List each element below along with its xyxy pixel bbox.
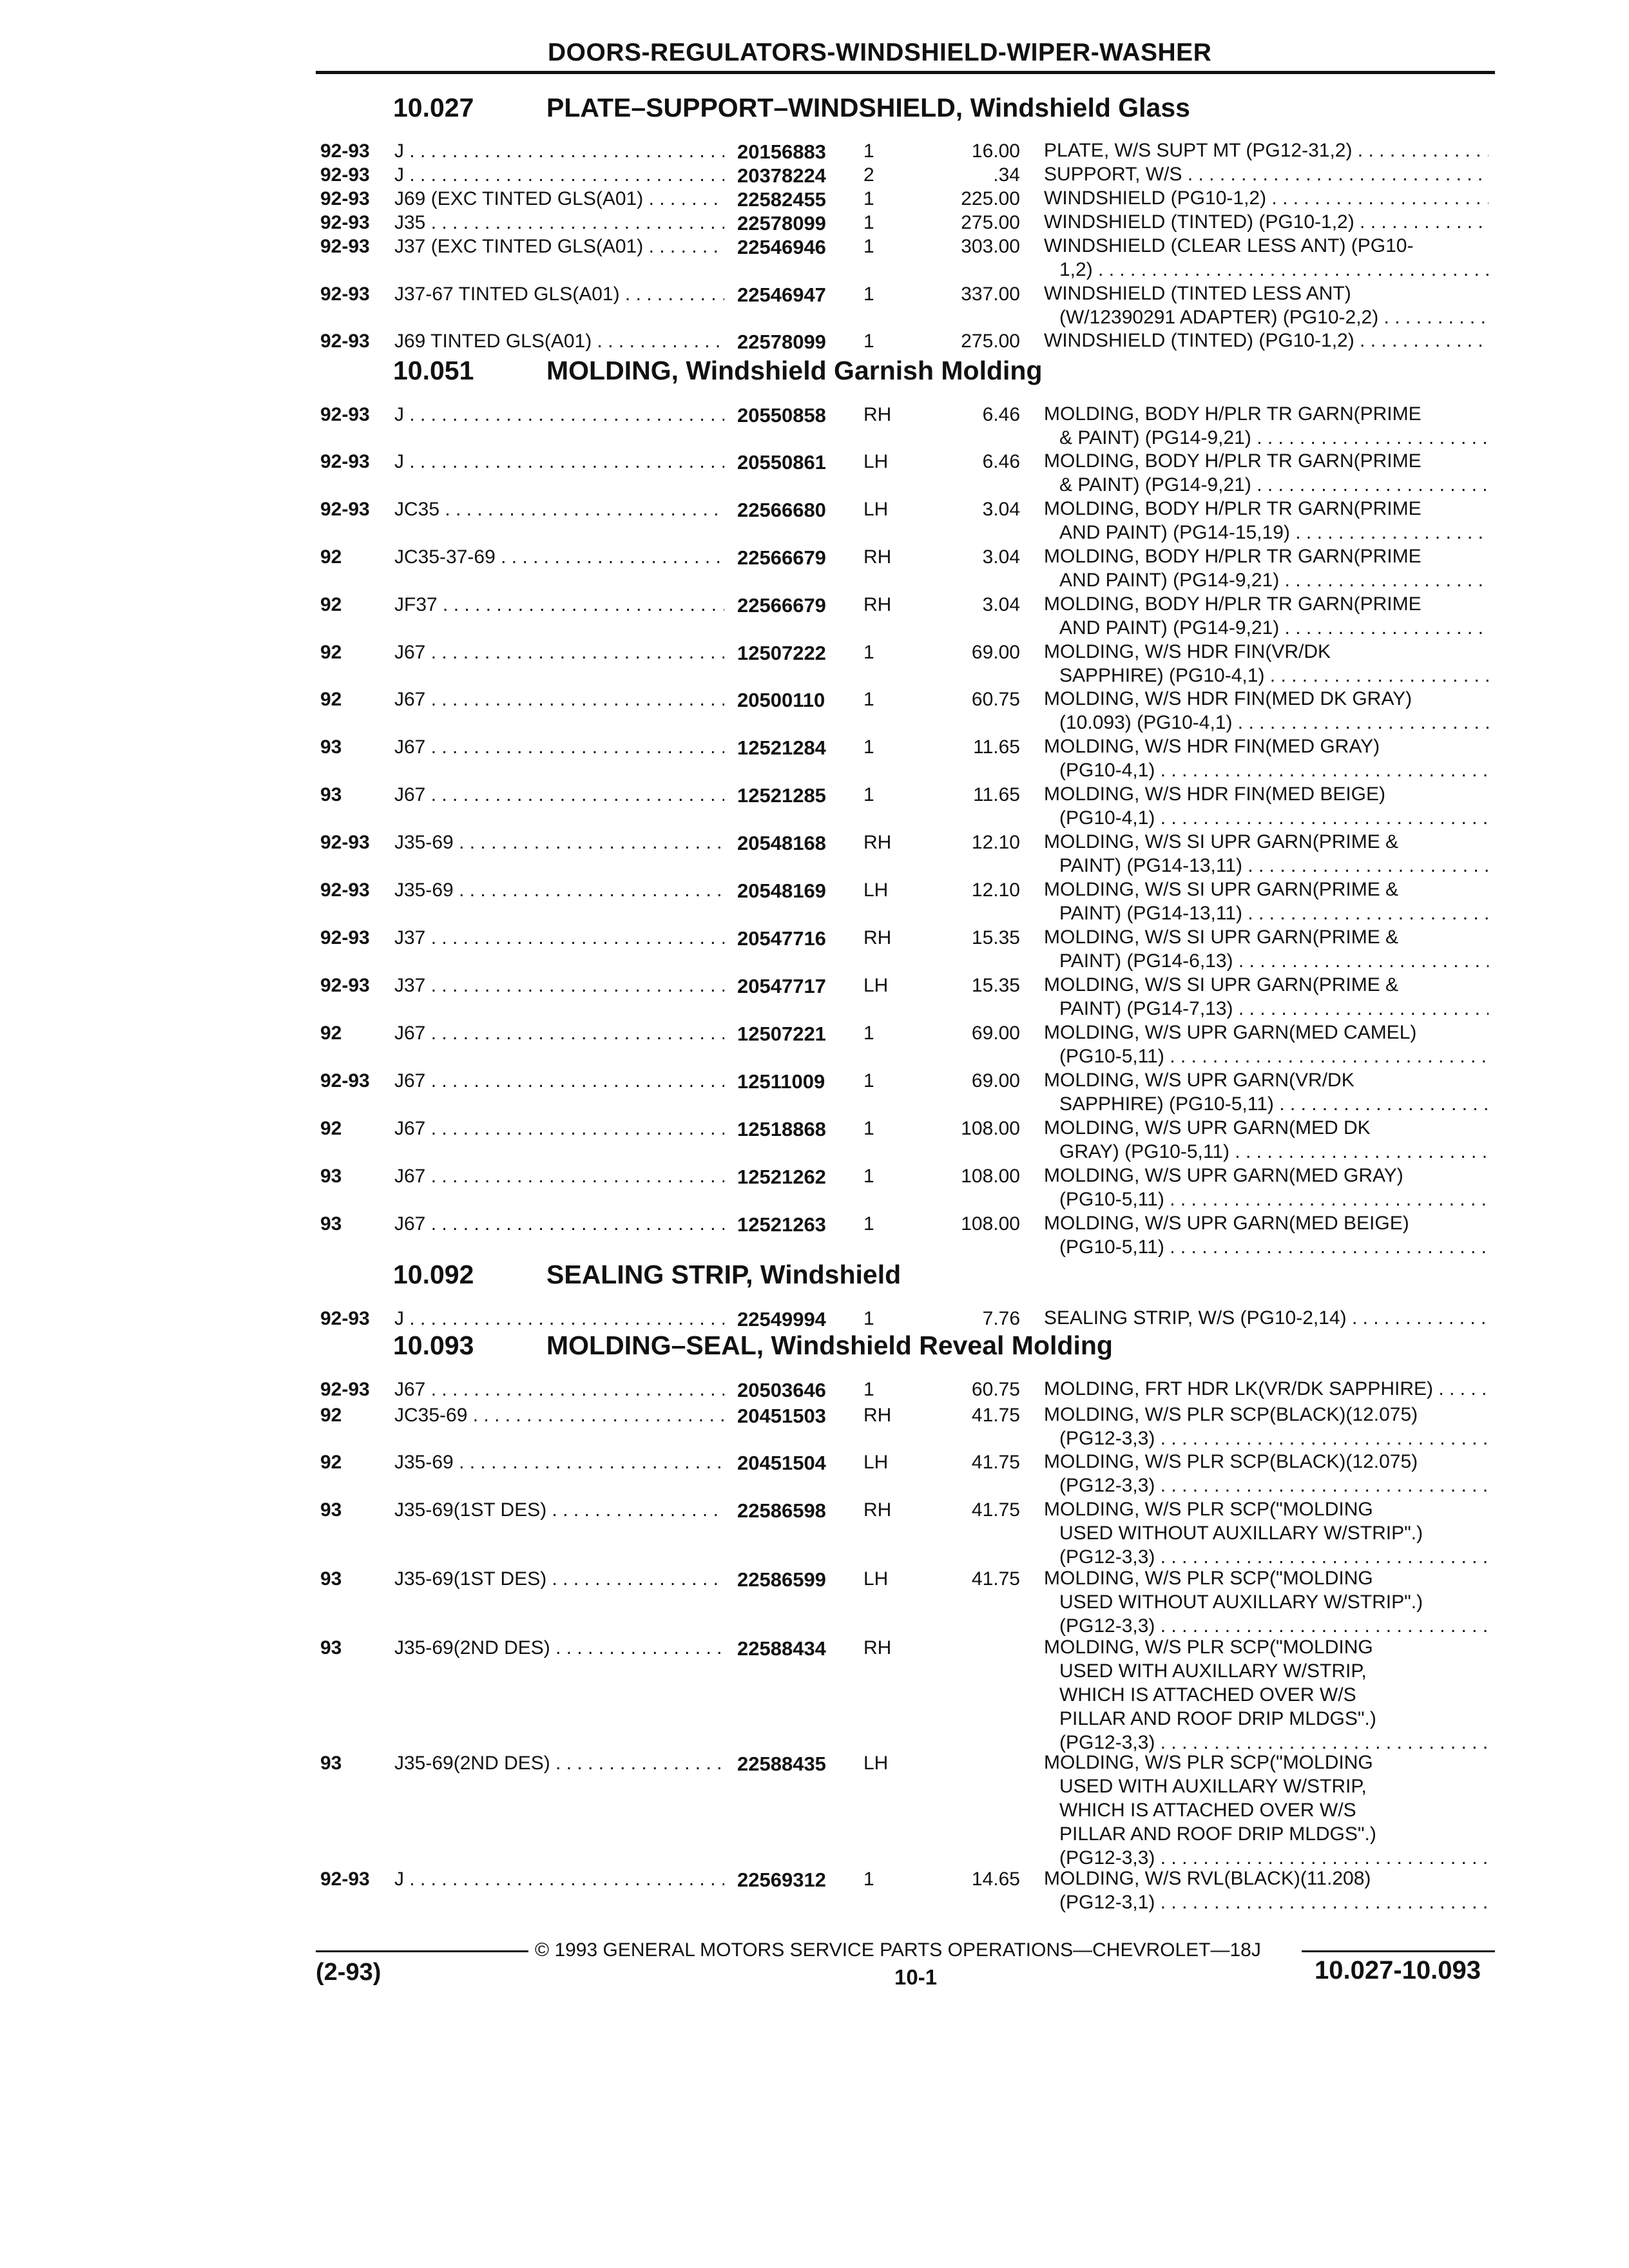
unit-price: 225.00 bbox=[961, 188, 1020, 209]
model-year: 92 bbox=[320, 689, 342, 710]
description-line: MOLDING, W/S HDR FIN(MED GRAY) bbox=[1044, 736, 1380, 757]
description-line: MOLDING, W/S PLR SCP(BLACK)(12.075) bbox=[1044, 1404, 1418, 1425]
body-style: J35-69 . . . bbox=[394, 1452, 724, 1474]
body-style: J69 TINTED GLS(A01) . . . bbox=[394, 331, 724, 352]
description-line: MOLDING, W/S PLR SCP(BLACK)(12.075) bbox=[1044, 1451, 1418, 1472]
part-description bbox=[1044, 925, 1489, 973]
body-style: J37 (EXC TINTED GLS(A01) . . . bbox=[394, 236, 724, 258]
page-number: 10-1 bbox=[894, 1965, 938, 1989]
unit-price: 16.00 bbox=[971, 140, 1020, 162]
part-number: 12521263 bbox=[737, 1213, 826, 1236]
description-line: PAINT) (PG14-13,11) . . . bbox=[1044, 854, 1489, 878]
unit-price: 41.75 bbox=[971, 1452, 1020, 1473]
part-number: 22586598 bbox=[737, 1499, 826, 1522]
unit-price: .34 bbox=[993, 164, 1020, 186]
unit-price: 108.00 bbox=[961, 1213, 1020, 1235]
section-title: SEALING STRIP, Windshield bbox=[546, 1260, 901, 1289]
quantity: LH bbox=[863, 451, 889, 472]
description-line: MOLDING, BODY H/PLR TR GARN(PRIME bbox=[1044, 498, 1422, 519]
part-number: 22586599 bbox=[737, 1568, 826, 1591]
quantity: LH bbox=[863, 1568, 889, 1590]
body-style: J35-69(2ND DES) . . . bbox=[394, 1753, 724, 1774]
unit-price: 275.00 bbox=[961, 331, 1020, 352]
quantity: RH bbox=[863, 1499, 892, 1521]
model-year: 92-93 bbox=[320, 1869, 370, 1890]
description-line: USED WITH AUXILLARY W/STRIP, bbox=[1059, 1660, 1367, 1682]
body-style: J35-69(2ND DES) . . . bbox=[394, 1637, 724, 1659]
unit-price: 275.00 bbox=[961, 212, 1020, 233]
description-line: MOLDING, W/S HDR FIN(MED BEIGE) bbox=[1044, 783, 1386, 805]
description-line: (PG12-3,3) . . . bbox=[1044, 1614, 1489, 1638]
description-line: (PG12-3,3) . . . bbox=[1044, 1731, 1489, 1754]
body-style: J37 . . . bbox=[394, 975, 724, 997]
unit-price: 7.76 bbox=[982, 1308, 1020, 1329]
part-number: 12521284 bbox=[737, 736, 826, 759]
part-number: 22566679 bbox=[737, 546, 826, 569]
description-line: PAINT) (PG14-7,13) . . . bbox=[1044, 997, 1489, 1021]
quantity: RH bbox=[863, 927, 892, 948]
part-description bbox=[1044, 735, 1489, 782]
unit-price: 6.46 bbox=[982, 451, 1020, 472]
part-number: 12507222 bbox=[737, 642, 826, 664]
description-line: MOLDING, W/S UPR GARN(MED CAMEL) bbox=[1044, 1022, 1417, 1043]
part-description bbox=[1044, 1211, 1489, 1259]
description-line: MOLDING, W/S UPR GARN(MED BEIGE) bbox=[1044, 1213, 1409, 1234]
part-number: 22566680 bbox=[737, 499, 826, 521]
quantity: RH bbox=[863, 1637, 892, 1658]
part-description bbox=[1044, 1306, 1489, 1330]
description-line: & PAINT) (PG14-9,21) . . . bbox=[1044, 473, 1489, 497]
section-code: 10.093 bbox=[393, 1331, 474, 1360]
body-style: JF37 . . . bbox=[394, 594, 724, 616]
model-year: 92 bbox=[320, 1405, 342, 1426]
description-line: MOLDING, W/S PLR SCP("MOLDING bbox=[1044, 1499, 1373, 1520]
part-description bbox=[1044, 830, 1489, 878]
model-year: 92-93 bbox=[320, 927, 370, 948]
part-description bbox=[1044, 1635, 1489, 1754]
part-number: 12511009 bbox=[737, 1070, 825, 1093]
body-style: J35 . . . bbox=[394, 212, 724, 234]
quantity: 1 bbox=[863, 1869, 874, 1890]
model-year: 92-93 bbox=[320, 1070, 370, 1091]
description-line: AND PAINT) (PG14-15,19) . . . bbox=[1044, 521, 1489, 544]
part-description bbox=[1044, 1403, 1489, 1450]
description-line: (PG10-4,1) . . . bbox=[1044, 806, 1489, 830]
part-number: 12518868 bbox=[737, 1118, 826, 1140]
unit-price: 12.10 bbox=[971, 832, 1020, 853]
quantity: 1 bbox=[863, 236, 874, 257]
quantity: LH bbox=[863, 499, 889, 520]
part-number: 22546947 bbox=[737, 284, 826, 306]
page-title: DOORS-REGULATORS-WINDSHIELD-WIPER-WASHER bbox=[548, 39, 1212, 66]
part-number: 20500110 bbox=[737, 689, 825, 711]
model-year: 92 bbox=[320, 1452, 342, 1473]
description-line: (PG12-3,3) . . . bbox=[1044, 1427, 1489, 1450]
unit-price: 108.00 bbox=[961, 1118, 1020, 1139]
description-line: (PG10-4,1) . . . bbox=[1044, 758, 1489, 782]
revision-date: (2-93) bbox=[316, 1959, 381, 1986]
unit-price: 15.35 bbox=[971, 927, 1020, 948]
body-style: J67 . . . bbox=[394, 1379, 724, 1401]
body-style: J . . . bbox=[394, 1308, 724, 1330]
model-year: 92 bbox=[320, 546, 342, 568]
title-rule bbox=[316, 71, 1495, 74]
unit-price: 11.65 bbox=[973, 736, 1020, 758]
description-line: GRAY) (PG10-5,11) . . . bbox=[1044, 1140, 1489, 1164]
description-line: (PG10-5,11) . . . bbox=[1044, 1235, 1489, 1259]
description-line: 1,2) . . . bbox=[1044, 258, 1489, 282]
description-line: MOLDING, W/S UPR GARN(MED GRAY) bbox=[1044, 1165, 1403, 1186]
quantity: 1 bbox=[863, 1070, 874, 1091]
unit-price: 69.00 bbox=[971, 1023, 1020, 1044]
part-number: 20451504 bbox=[737, 1452, 826, 1474]
part-number: 20451503 bbox=[737, 1405, 826, 1427]
part-description bbox=[1044, 592, 1489, 640]
description-line: (PG10-5,11) . . . bbox=[1044, 1187, 1489, 1211]
model-year: 92-93 bbox=[320, 140, 370, 162]
description-line: USED WITHOUT AUXILLARY W/STRIP".) bbox=[1059, 1523, 1423, 1544]
unit-price: 69.00 bbox=[971, 1070, 1020, 1091]
part-number: 12521262 bbox=[737, 1166, 826, 1188]
part-number: 20550858 bbox=[737, 404, 826, 427]
part-number: 22549994 bbox=[737, 1308, 826, 1331]
description-line: WHICH IS ATTACHED OVER W/S bbox=[1059, 1684, 1356, 1706]
footer-rule-right bbox=[1302, 1950, 1495, 1952]
body-style: J67 . . . bbox=[394, 784, 724, 806]
body-style: JC35 . . . bbox=[394, 499, 724, 521]
footer-rule-left bbox=[316, 1950, 528, 1952]
unit-price: 41.75 bbox=[971, 1405, 1020, 1426]
description-line: (PG12-3,3) . . . bbox=[1044, 1846, 1489, 1870]
description-line: SAPPHIRE) (PG10-4,1) . . . bbox=[1044, 664, 1489, 687]
unit-price: 6.46 bbox=[982, 404, 1020, 425]
model-year: 92-93 bbox=[320, 1379, 370, 1400]
body-style: J . . . bbox=[394, 140, 724, 162]
part-description bbox=[1044, 1164, 1489, 1211]
quantity: 1 bbox=[863, 1166, 874, 1187]
quantity: 1 bbox=[863, 1118, 874, 1139]
part-description bbox=[1044, 329, 1489, 352]
description-line: MOLDING, W/S SI UPR GARN(PRIME & bbox=[1044, 879, 1399, 900]
body-style: J67 . . . bbox=[394, 736, 724, 758]
body-style: J35-69(1ST DES) . . . bbox=[394, 1568, 724, 1590]
model-year: 92-93 bbox=[320, 832, 370, 853]
model-year: 92-93 bbox=[320, 236, 370, 257]
section-title: PLATE–SUPPORT–WINDSHIELD, Windshield Glass bbox=[546, 93, 1190, 122]
quantity: RH bbox=[863, 832, 892, 853]
unit-price: 3.04 bbox=[982, 499, 1020, 520]
part-description bbox=[1044, 1566, 1489, 1638]
description-line: WINDSHIELD (TINTED) (PG10-1,2) . . . bbox=[1044, 329, 1489, 352]
quantity: RH bbox=[863, 404, 892, 425]
unit-price: 69.00 bbox=[971, 642, 1020, 663]
body-style: J . . . bbox=[394, 404, 724, 426]
description-line: (PG10-5,11) . . . bbox=[1044, 1044, 1489, 1068]
model-year: 92 bbox=[320, 1118, 342, 1139]
body-style: J35-69 . . . bbox=[394, 832, 724, 854]
quantity: 1 bbox=[863, 188, 874, 209]
part-number: 22569312 bbox=[737, 1869, 826, 1891]
part-description bbox=[1044, 497, 1489, 544]
body-style: J67 . . . bbox=[394, 1070, 724, 1092]
description-line: (10.093) (PG10-4,1) . . . bbox=[1044, 711, 1489, 735]
model-year: 93 bbox=[320, 1753, 342, 1774]
part-number: 12507221 bbox=[737, 1023, 826, 1045]
unit-price: 3.04 bbox=[982, 594, 1020, 615]
description-line: SUPPORT, W/S . . . bbox=[1044, 162, 1489, 186]
description-line: (PG12-3,1) . . . bbox=[1044, 1890, 1489, 1914]
quantity: 1 bbox=[863, 1213, 874, 1235]
model-year: 92-93 bbox=[320, 1308, 370, 1329]
body-style: J35-69(1ST DES) . . . bbox=[394, 1499, 724, 1521]
body-style: J67 . . . bbox=[394, 1213, 724, 1235]
quantity: RH bbox=[863, 594, 892, 615]
model-year: 92-93 bbox=[320, 975, 370, 996]
model-year: 92-93 bbox=[320, 451, 370, 472]
part-number: 12521285 bbox=[737, 784, 826, 807]
part-number: 20378224 bbox=[737, 164, 826, 187]
body-style: JC35-69 . . . bbox=[394, 1405, 724, 1427]
quantity: 1 bbox=[863, 1023, 874, 1044]
part-number: 22588435 bbox=[737, 1753, 826, 1775]
body-style: J67 . . . bbox=[394, 642, 724, 664]
description-line: AND PAINT) (PG14-9,21) . . . bbox=[1044, 616, 1489, 640]
description-line: MOLDING, W/S SI UPR GARN(PRIME & bbox=[1044, 831, 1399, 852]
description-line: WINDSHIELD (TINTED LESS ANT) bbox=[1044, 283, 1351, 304]
quantity: LH bbox=[863, 1753, 889, 1774]
description-line: USED WITH AUXILLARY W/STRIP, bbox=[1059, 1776, 1367, 1797]
part-description bbox=[1044, 687, 1489, 735]
section-range: 10.027-10.093 bbox=[1315, 1956, 1481, 1984]
description-line: MOLDING, W/S PLR SCP("MOLDING bbox=[1044, 1637, 1373, 1658]
part-description bbox=[1044, 1751, 1489, 1870]
model-year: 93 bbox=[320, 1568, 342, 1590]
part-description bbox=[1044, 1021, 1489, 1068]
description-line: MOLDING, W/S UPR GARN(VR/DK bbox=[1044, 1070, 1354, 1091]
part-description bbox=[1044, 1116, 1489, 1164]
part-number: 22582455 bbox=[737, 188, 826, 211]
part-description bbox=[1044, 1377, 1489, 1401]
model-year: 92-93 bbox=[320, 879, 370, 901]
description-line: MOLDING, W/S PLR SCP("MOLDING bbox=[1044, 1752, 1373, 1773]
part-description bbox=[1044, 640, 1489, 687]
unit-price: 303.00 bbox=[961, 236, 1020, 257]
quantity: RH bbox=[863, 546, 892, 568]
part-number: 22578099 bbox=[737, 331, 826, 353]
section-code: 10.051 bbox=[393, 356, 474, 385]
description-line: MOLDING, W/S RVL(BLACK)(11.208) bbox=[1044, 1868, 1371, 1889]
unit-price: 60.75 bbox=[971, 689, 1020, 710]
body-style: J . . . bbox=[394, 1869, 724, 1890]
model-year: 92-93 bbox=[320, 499, 370, 520]
body-style: J . . . bbox=[394, 164, 724, 186]
body-style: J37 . . . bbox=[394, 927, 724, 949]
model-year: 92-93 bbox=[320, 404, 370, 425]
quantity: 1 bbox=[863, 1308, 874, 1329]
description-line: MOLDING, FRT HDR LK(VR/DK SAPPHIRE) . . . bbox=[1044, 1377, 1489, 1401]
part-description bbox=[1044, 878, 1489, 925]
body-style: J67 . . . bbox=[394, 689, 724, 711]
quantity: LH bbox=[863, 1452, 889, 1473]
quantity: 1 bbox=[863, 331, 874, 352]
description-line: WINDSHIELD (TINTED) (PG10-1,2) . . . bbox=[1044, 210, 1489, 234]
quantity: 2 bbox=[863, 164, 874, 186]
unit-price: 14.65 bbox=[971, 1869, 1020, 1890]
description-line: PAINT) (PG14-6,13) . . . bbox=[1044, 949, 1489, 973]
model-year: 92 bbox=[320, 642, 342, 663]
part-description bbox=[1044, 282, 1489, 329]
part-description bbox=[1044, 402, 1489, 450]
model-year: 93 bbox=[320, 1637, 342, 1658]
model-year: 93 bbox=[320, 1213, 342, 1235]
description-line: WINDSHIELD (PG10-1,2) . . . bbox=[1044, 186, 1489, 210]
part-description bbox=[1044, 139, 1489, 162]
description-line: & PAINT) (PG14-9,21) . . . bbox=[1044, 426, 1489, 450]
part-number: 20548169 bbox=[737, 879, 826, 902]
description-line: MOLDING, W/S UPR GARN(MED DK bbox=[1044, 1117, 1371, 1139]
body-style: J . . . bbox=[394, 451, 724, 473]
body-style: J67 . . . bbox=[394, 1118, 724, 1140]
part-description bbox=[1044, 1497, 1489, 1569]
unit-price: 11.65 bbox=[973, 784, 1020, 805]
part-number: 22546946 bbox=[737, 236, 826, 258]
model-year: 93 bbox=[320, 736, 342, 758]
part-description bbox=[1044, 234, 1489, 282]
part-number: 22566679 bbox=[737, 594, 826, 617]
part-description bbox=[1044, 1450, 1489, 1497]
quantity: 1 bbox=[863, 689, 874, 710]
body-style: J69 (EXC TINTED GLS(A01) . . . bbox=[394, 188, 724, 210]
quantity: 1 bbox=[863, 1379, 874, 1400]
description-line: MOLDING, W/S PLR SCP("MOLDING bbox=[1044, 1568, 1373, 1589]
unit-price: 60.75 bbox=[971, 1379, 1020, 1400]
description-line: MOLDING, W/S HDR FIN(VR/DK bbox=[1044, 641, 1331, 662]
body-style: JC35-37-69 . . . bbox=[394, 546, 724, 568]
model-year: 92 bbox=[320, 594, 342, 615]
part-description bbox=[1044, 162, 1489, 186]
unit-price: 41.75 bbox=[971, 1568, 1020, 1590]
section-code: 10.092 bbox=[393, 1260, 474, 1289]
description-line: AND PAINT) (PG14-9,21) . . . bbox=[1044, 568, 1489, 592]
part-description bbox=[1044, 186, 1489, 210]
description-line: MOLDING, W/S HDR FIN(MED DK GRAY) bbox=[1044, 688, 1412, 709]
unit-price: 12.10 bbox=[971, 879, 1020, 901]
body-style: J67 . . . bbox=[394, 1023, 724, 1044]
description-line: (PG12-3,3) . . . bbox=[1044, 1545, 1489, 1569]
description-line: PAINT) (PG14-13,11) . . . bbox=[1044, 901, 1489, 925]
model-year: 92-93 bbox=[320, 284, 370, 305]
description-line: PILLAR AND ROOF DRIP MLDGS".) bbox=[1059, 1823, 1376, 1845]
body-style: J37-67 TINTED GLS(A01) . . . bbox=[394, 284, 724, 305]
model-year: 93 bbox=[320, 784, 342, 805]
section-code: 10.027 bbox=[393, 93, 474, 122]
quantity: 1 bbox=[863, 140, 874, 162]
description-line: MOLDING, BODY H/PLR TR GARN(PRIME bbox=[1044, 450, 1422, 472]
description-line: MOLDING, W/S SI UPR GARN(PRIME & bbox=[1044, 927, 1399, 948]
model-year: 92-93 bbox=[320, 188, 370, 209]
quantity: 1 bbox=[863, 642, 874, 663]
part-number: 20547716 bbox=[737, 927, 826, 950]
unit-price: 15.35 bbox=[971, 975, 1020, 996]
description-line: MOLDING, BODY H/PLR TR GARN(PRIME bbox=[1044, 593, 1422, 615]
part-description bbox=[1044, 1068, 1489, 1116]
quantity: 1 bbox=[863, 784, 874, 805]
model-year: 92 bbox=[320, 1023, 342, 1044]
part-description bbox=[1044, 782, 1489, 830]
description-line: WHICH IS ATTACHED OVER W/S bbox=[1059, 1800, 1356, 1821]
quantity: 1 bbox=[863, 736, 874, 758]
description-line: PLATE, W/S SUPT MT (PG12-31,2) . . . bbox=[1044, 139, 1489, 162]
description-line: (PG12-3,3) . . . bbox=[1044, 1474, 1489, 1497]
description-line: (W/12390291 ADAPTER) (PG10-2,2) . . . bbox=[1044, 305, 1489, 329]
description-line: PILLAR AND ROOF DRIP MLDGS".) bbox=[1059, 1708, 1376, 1729]
description-line: WINDSHIELD (CLEAR LESS ANT) (PG10- bbox=[1044, 235, 1414, 256]
part-number: 20503646 bbox=[737, 1379, 826, 1401]
part-description bbox=[1044, 973, 1489, 1021]
part-description bbox=[1044, 544, 1489, 592]
part-number: 22588434 bbox=[737, 1637, 826, 1660]
model-year: 92-93 bbox=[320, 164, 370, 186]
part-description bbox=[1044, 210, 1489, 234]
description-line: MOLDING, W/S SI UPR GARN(PRIME & bbox=[1044, 974, 1399, 995]
part-description bbox=[1044, 1867, 1489, 1914]
description-line: SAPPHIRE) (PG10-5,11) . . . bbox=[1044, 1092, 1489, 1116]
description-line: SEALING STRIP, W/S (PG10-2,14) . . . bbox=[1044, 1306, 1489, 1330]
description-line: USED WITHOUT AUXILLARY W/STRIP".) bbox=[1059, 1591, 1423, 1613]
quantity: LH bbox=[863, 975, 889, 996]
part-description bbox=[1044, 449, 1489, 497]
part-number: 20548168 bbox=[737, 832, 826, 854]
body-style: J67 . . . bbox=[394, 1166, 724, 1187]
model-year: 92-93 bbox=[320, 212, 370, 233]
quantity: 1 bbox=[863, 212, 874, 233]
section-title: MOLDING–SEAL, Windshield Reveal Molding bbox=[546, 1331, 1113, 1360]
unit-price: 337.00 bbox=[961, 284, 1020, 305]
model-year: 92-93 bbox=[320, 331, 370, 352]
description-line: MOLDING, BODY H/PLR TR GARN(PRIME bbox=[1044, 546, 1422, 567]
body-style: J35-69 . . . bbox=[394, 879, 724, 901]
part-number: 22578099 bbox=[737, 212, 826, 235]
quantity: RH bbox=[863, 1405, 892, 1426]
part-number: 20550861 bbox=[737, 451, 826, 474]
unit-price: 108.00 bbox=[961, 1166, 1020, 1187]
part-number: 20156883 bbox=[737, 140, 826, 163]
unit-price: 3.04 bbox=[982, 546, 1020, 568]
model-year: 93 bbox=[320, 1499, 342, 1521]
quantity: 1 bbox=[863, 284, 874, 305]
copyright-notice: © 1993 GENERAL MOTORS SERVICE PARTS OPERATIONS—CHEVROLET—18J bbox=[535, 1939, 1261, 1961]
part-number: 20547717 bbox=[737, 975, 826, 997]
model-year: 93 bbox=[320, 1166, 342, 1187]
description-line: MOLDING, BODY H/PLR TR GARN(PRIME bbox=[1044, 403, 1422, 425]
quantity: LH bbox=[863, 879, 889, 901]
section-title: MOLDING, Windshield Garnish Molding bbox=[546, 356, 1043, 385]
unit-price: 41.75 bbox=[971, 1499, 1020, 1521]
